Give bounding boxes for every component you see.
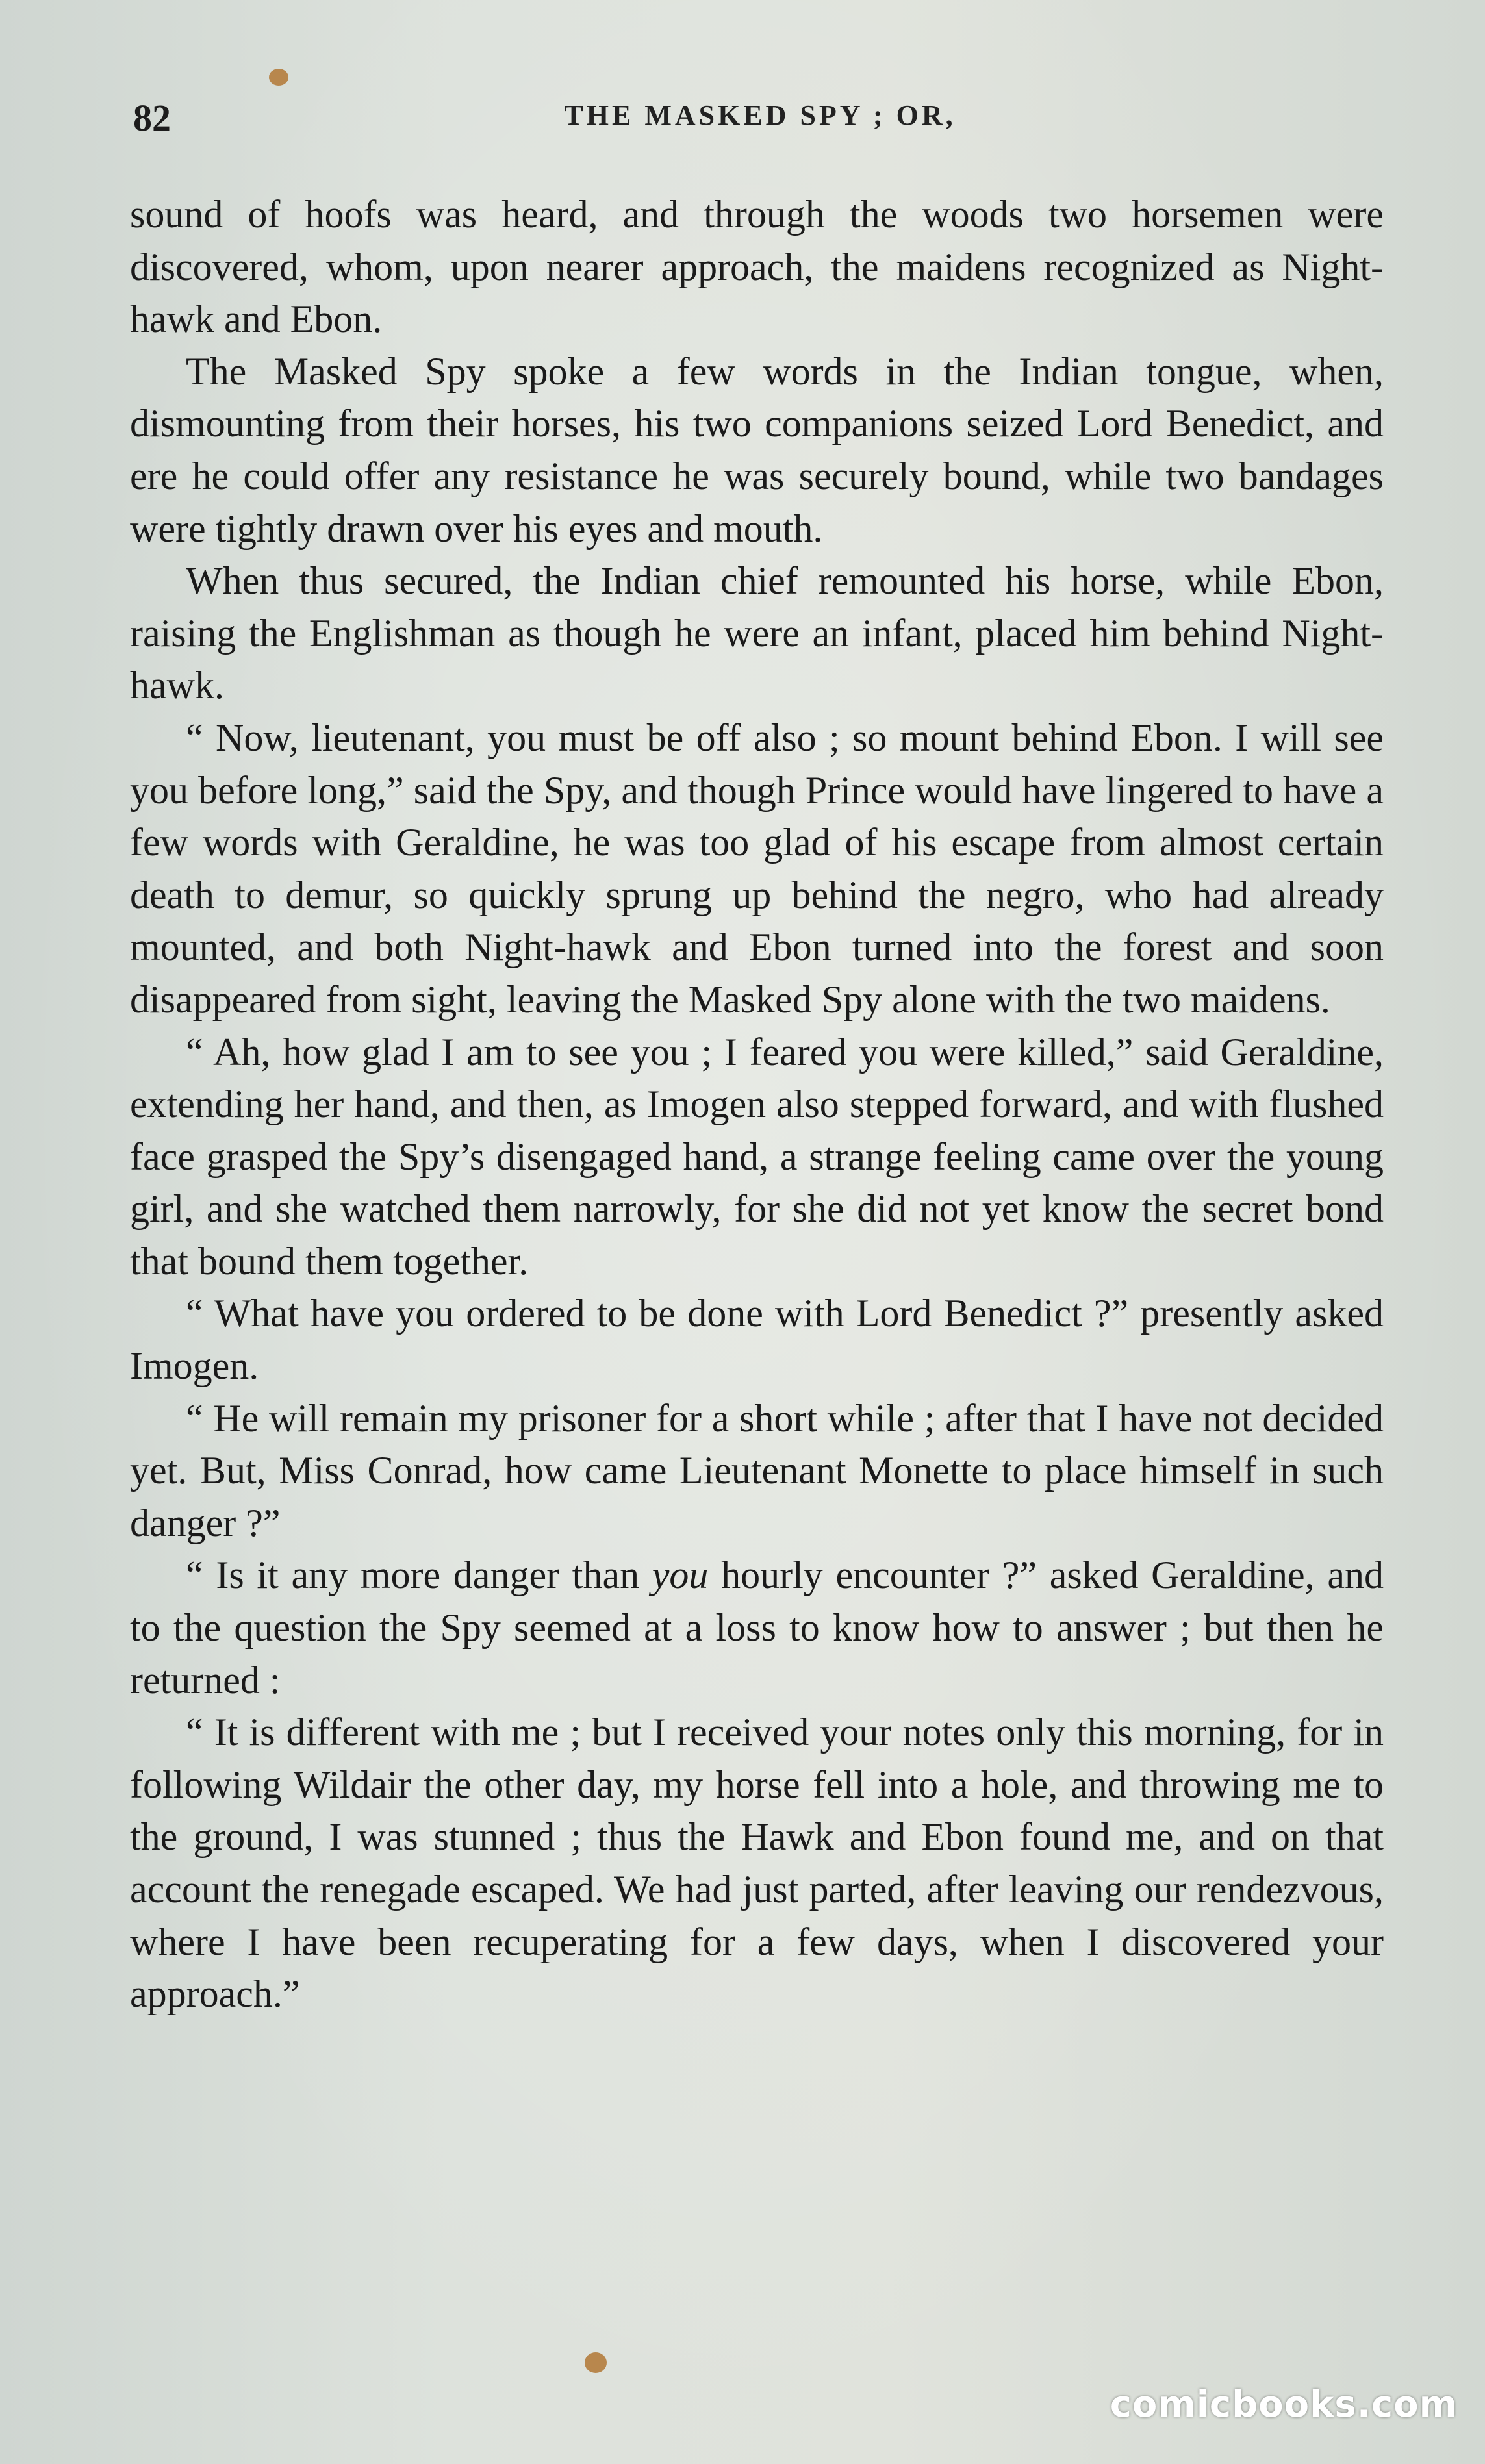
page-header: [127, 96, 1393, 148]
paragraph: “ He will remain my prisoner for a short while ; after that I have not decided yet. But, Miss Conrad, how came Lieutenant Monette to place himself in such danger ?”: [130, 1396, 1384, 1544]
paper-stain: [269, 69, 288, 86]
paragraph: “ Now, lieutenant, you must be off also ; so mount behind Ebon. I will see you before long,” said the Spy, and though Prince would have lingered to have a few words with Geraldine, he was too glad of his escape from almost certain death to demur, so quickly sprung up behind the negro, who had already mounted, and both Night-hawk and Ebon turned into the forest and soon disappeared from sight, leaving the Masked Spy alone with the two maidens.: [130, 716, 1384, 1021]
paragraph: “ What have you ordered to be done with Lord Benedict ?” presently asked Imogen.: [130, 1292, 1384, 1388]
paragraph: When thus secured, the Indian chief remounted his horse, while Ebon, raising the Englishman as though he were an infant, placed him behind Night-hawk.: [130, 559, 1384, 707]
paragraph-text: “ Is it any more danger than: [186, 1553, 652, 1597]
emphasized-word: you: [652, 1553, 709, 1597]
paragraph: “ Ah, how glad I am to see you ; I feared you were killed,” said Geraldine, extending her hand, and then, as Imogen also stepped forward, and with flushed face grasped the Spy’s disengaged hand, a strange feeling came over the young girl, and she watched them narrowly, for she did not yet know the secret bond that bound them together.: [130, 1030, 1384, 1283]
paragraph: The Masked Spy spoke a few words in the Indian tongue, when, dismounting from their horses, his two companions seized Lord Benedict, and ere he could offer any resistance he was securely bound, while two bandages were tightly drawn over his eyes and mouth.: [130, 349, 1384, 550]
paragraph: “ It is different with me ; but I received your notes only this morning, for in following Wildair the other day, my horse fell into a hole, and throwing me to the ground, I was stunned ; thus the Hawk and Ebon found me, and on that account the renegade escaped. We had just parted, after leaving our rendezvous, where I have been recuperating for a few days, when I discovered your approach.”: [130, 1711, 1384, 2016]
paper-stain: [585, 2352, 607, 2373]
paragraph-text: hourly encounter ?” asked Geraldine, and to the question the Spy seemed at a loss to know how to answer ; but then he returned :: [130, 1553, 1384, 1702]
page-number: 82: [133, 97, 171, 139]
running-title: THE MASKED SPY ; OR,: [564, 99, 956, 131]
site-watermark: comicbooks.com: [1110, 2383, 1458, 2426]
paragraph: [130, 1549, 1384, 1706]
paragraph: sound of hoofs was heard, and through the woods two horsemen were discovered, whom, upon nearer approach, the maidens recognized as Night-hawk and Ebon.: [130, 193, 1384, 341]
body-text: [130, 188, 1384, 2020]
